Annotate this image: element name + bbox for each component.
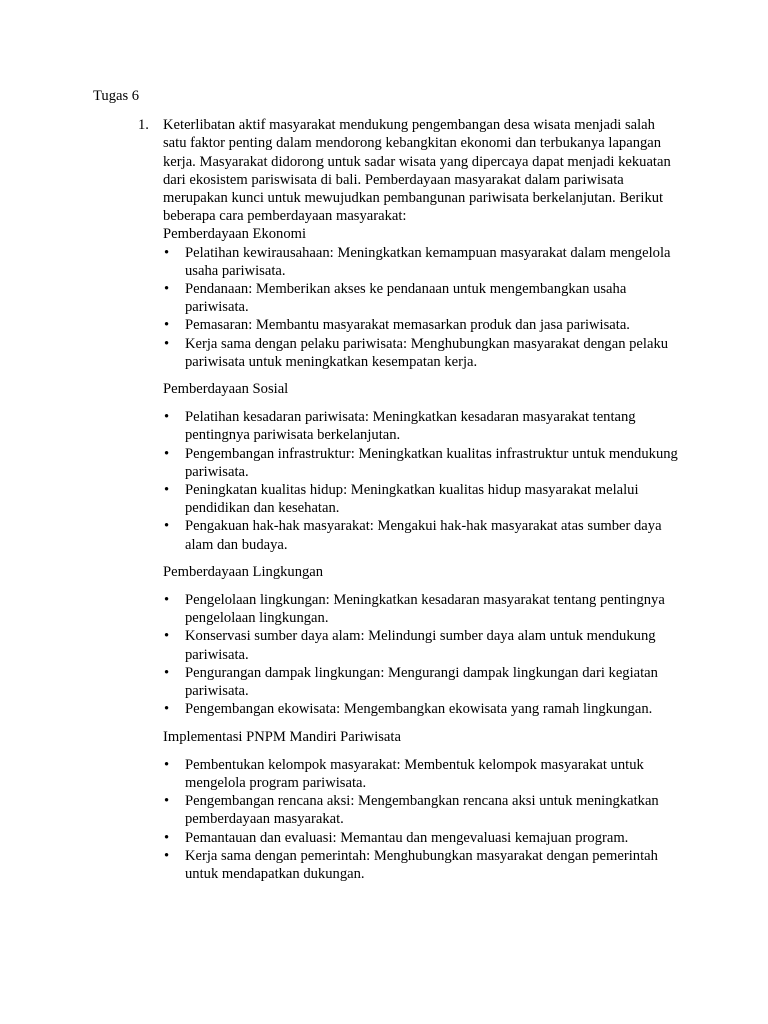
bullet-list-ekonomi xyxy=(163,244,678,371)
document-title: Tugas 6 xyxy=(93,88,140,104)
list-item xyxy=(163,445,678,481)
bullet-list-pnpm xyxy=(163,756,678,883)
bullet-icon: • xyxy=(164,482,170,499)
bullet-icon: • xyxy=(164,756,170,773)
bullet-icon: • xyxy=(164,409,170,426)
list-item-text: Pelatihan kesadaran pariwisata: Meningkatkan kesadaran masyarakat tentang pentingnya pariwisata berkelanjutan. xyxy=(185,409,636,444)
list-item xyxy=(163,481,678,517)
list-item xyxy=(163,627,678,663)
section-heading-pnpm: Implementasi PNPM Mandiri Pariwisata xyxy=(163,728,401,745)
bullet-icon: • xyxy=(164,592,170,609)
bullet-icon: • xyxy=(164,829,170,846)
bullet-list-sosial xyxy=(163,408,678,554)
list-item-text: Peningkatan kualitas hidup: Meningkatkan kualitas hidup masyarakat melalui pendidikan dan kesehatan. xyxy=(185,482,639,517)
list-item-text: Pengurangan dampak lingkungan: Mengurangi dampak lingkungan dari kegiatan pariwisata. xyxy=(185,664,658,700)
intro-paragraph: Keterlibatan aktif masyarakat mendukung pengembangan desa wisata menjadi salah satu faktor penting dalam mendorong kebangkitan ekonomi dan terbukanya lapangan kerja. Masyarakat didorong untuk sadar wisata yang dipercaya dapat menjadi kekuatan dari ekosistem pariswisata di bali. Pemberdayaan masyarakat dalam pariwisata merupakan kunci untuk mewujudkan pembangunan pariwisata berkelanjutan. Berikut beberapa cara pemberdayaan masyarakat: xyxy=(163,117,671,225)
list-item xyxy=(163,517,678,553)
list-item xyxy=(163,756,678,792)
task-number: 1. xyxy=(138,117,149,134)
list-item-text: Pengembangan ekowisata: Mengembangkan ekowisata yang ramah lingkungan. xyxy=(185,701,653,718)
bullet-icon: • xyxy=(164,518,170,535)
list-item-text: Pemasaran: Membantu masyarakat memasarkan produk dan jasa pariwisata. xyxy=(185,317,630,334)
list-item-text: Pelatihan kewirausahaan: Meningkatkan kemampuan masyarakat dalam mengelola usaha pariwisata. xyxy=(185,244,671,279)
list-item-text: Pemantauan dan evaluasi: Memantau dan mengevaluasi kemajuan program. xyxy=(185,829,629,846)
list-item xyxy=(163,847,678,883)
bullet-icon: • xyxy=(164,244,170,261)
bullet-icon: • xyxy=(164,335,170,352)
list-item-text: Pengakuan hak-hak masyarakat: Mengakui hak-hak masyarakat atas sumber daya alam dan budaya. xyxy=(185,518,662,553)
section-heading-ekonomi: Pemberdayaan Ekonomi xyxy=(163,226,307,243)
bullet-icon: • xyxy=(164,701,170,718)
list-item xyxy=(163,792,678,828)
bullet-icon: • xyxy=(164,628,170,645)
list-item-text: Pengelolaan lingkungan: Meningkatkan kesadaran masyarakat tentang pentingnya pengelolaan lingkungan. xyxy=(185,592,665,627)
list-item-text: Pengembangan infrastruktur: Meningkatkan kualitas infrastruktur untuk mendukung pariwisata. xyxy=(185,445,678,480)
bullet-icon: • xyxy=(164,664,170,681)
bullet-list-lingkungan xyxy=(163,591,678,718)
list-item xyxy=(163,280,678,316)
list-item-text: Kerja sama dengan pemerintah: Menghubungkan masyarakat dengan pemerintah untuk mendapatkan dukungan. xyxy=(185,847,658,882)
list-item xyxy=(163,335,678,371)
list-item-text: Pendanaan: Memberikan akses ke pendanaan untuk mengembangkan usaha pariwisata. xyxy=(185,281,627,316)
list-item-text: Konservasi sumber daya alam: Melindungi sumber daya alam untuk mendukung pariwisata. xyxy=(185,628,656,663)
list-item xyxy=(163,829,678,847)
task-item xyxy=(93,116,678,883)
list-item xyxy=(163,664,678,700)
list-item xyxy=(163,316,678,334)
task-body xyxy=(163,116,678,883)
bullet-icon: • xyxy=(164,317,170,334)
list-item xyxy=(163,700,678,718)
list-item-text: Kerja sama dengan pelaku pariwisata: Menghubungkan masyarakat dengan pelaku pariwisata untuk meningkatkan kesempatan kerja. xyxy=(185,335,669,370)
section-heading-lingkungan: Pemberdayaan Lingkungan xyxy=(163,563,324,580)
bullet-icon: • xyxy=(164,281,170,298)
list-item xyxy=(163,244,678,280)
list-item xyxy=(163,591,678,627)
list-item-text: Pengembangan rencana aksi: Mengembangkan rencana aksi untuk meningkatkan pemberdayaan masyarakat. xyxy=(185,793,659,828)
bullet-icon: • xyxy=(164,445,170,462)
list-item-text: Pembentukan kelompok masyarakat: Membentuk kelompok masyarakat untuk mengelola program pariwisata. xyxy=(185,756,644,791)
list-item xyxy=(163,408,678,444)
section-heading-sosial: Pemberdayaan Sosial xyxy=(163,381,289,398)
bullet-icon: • xyxy=(164,847,170,864)
bullet-icon: • xyxy=(164,793,170,810)
